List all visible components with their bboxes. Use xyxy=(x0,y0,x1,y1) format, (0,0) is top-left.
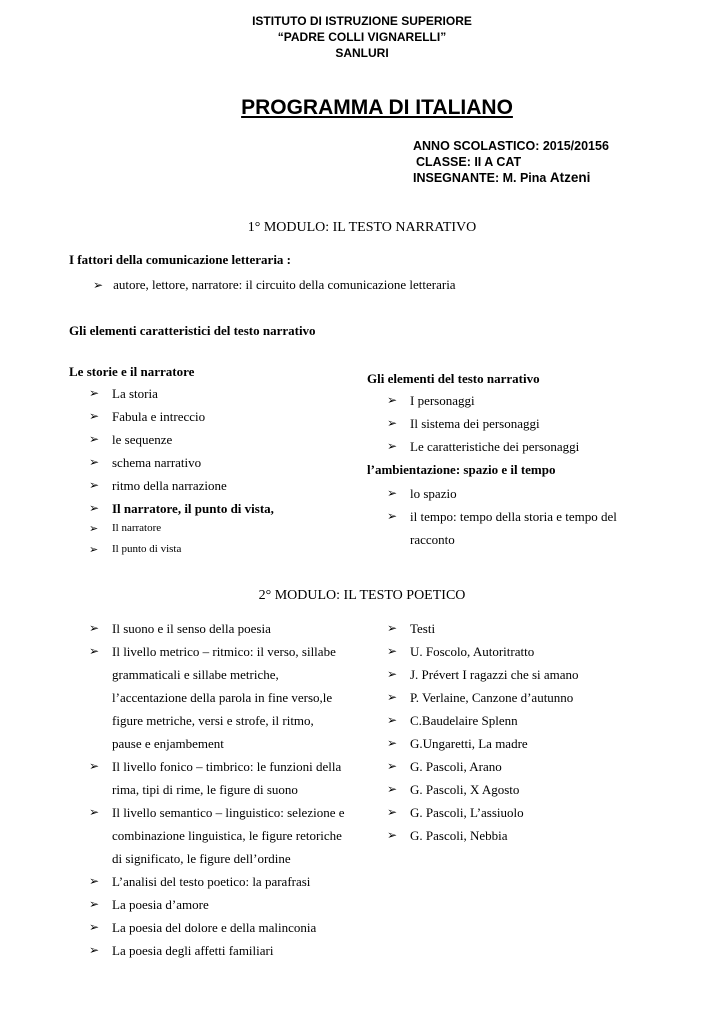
document-title: PROGRAMMA DI ITALIANO xyxy=(241,96,513,119)
bullet-arrow-icon: ➢ xyxy=(89,644,100,658)
bullet-arrow-icon: ➢ xyxy=(387,736,398,750)
anno-scolastico: ANNO SCOLASTICO: 2015/20156 xyxy=(413,139,609,153)
school-name-line1: ISTITUTO DI ISTRUZIONE SUPERIORE xyxy=(252,14,472,28)
bullet-arrow-icon: ➢ xyxy=(387,713,398,727)
storie-list xyxy=(89,386,349,564)
elementi-caratteristici-heading: Gli elementi caratteristici del testo narrativo xyxy=(69,323,316,338)
list-item: ➢ J. Prévert I ragazzi che si amano xyxy=(387,667,579,682)
list-item-continuation: combinazione linguistica, le figure retoriche xyxy=(112,828,342,843)
poetico-topics-list xyxy=(89,621,369,966)
list-item-bold: ➢ Il narratore, il punto di vista, xyxy=(89,501,274,516)
bullet-arrow-icon: ➢ xyxy=(387,782,398,796)
bullet-arrow-icon: ➢ xyxy=(89,432,100,446)
bullet-arrow-icon: ➢ xyxy=(387,828,398,842)
list-item-continuation: racconto xyxy=(410,532,455,547)
bullet-arrow-icon: ➢ xyxy=(89,943,100,957)
list-item: ➢ il tempo: tempo della storia e tempo del xyxy=(387,509,617,524)
bullet-arrow-icon: ➢ xyxy=(89,544,99,556)
list-item: ➢ G. Pascoli, Nebbia xyxy=(387,828,508,843)
list-item: ➢ Il livello metrico – ritmico: il verso, sillabe xyxy=(89,644,336,659)
poetico-texts-list xyxy=(387,621,687,851)
fattori-heading: I fattori della comunicazione letteraria : xyxy=(69,252,292,267)
list-item: ➢ lo spazio xyxy=(387,486,457,501)
bullet-arrow-icon: ➢ xyxy=(387,759,398,773)
bullet-arrow-icon: ➢ xyxy=(387,690,398,704)
bullet-arrow-icon: ➢ xyxy=(89,455,100,469)
elementi-testo-narrativo-heading: Gli elementi del testo narrativo xyxy=(367,371,540,386)
list-item-small: ➢ Il punto di vista xyxy=(89,543,182,556)
list-item: ➢ U. Foscolo, Autoritratto xyxy=(387,644,535,659)
list-item-continuation: grammaticali e sillabe metriche, xyxy=(112,667,279,682)
fattori-item-text: autore, lettore, narratore: il circuito della comunicazione letteraria xyxy=(113,277,456,292)
bullet-arrow-icon: ➢ xyxy=(387,667,398,681)
bullet-arrow-icon: ➢ xyxy=(89,759,100,773)
list-item: ➢ schema narrativo xyxy=(89,455,202,470)
list-item: ➢ Il suono e il senso della poesia xyxy=(89,621,271,636)
list-item: ➢ G.Ungaretti, La madre xyxy=(387,736,528,751)
classe: CLASSE: II A CAT xyxy=(416,155,522,169)
bullet-arrow-icon: ➢ xyxy=(93,278,104,292)
list-item: ➢ P. Verlaine, Canzone d’autunno xyxy=(387,690,574,705)
insegnante-label: INSEGNANTE: M. Pina xyxy=(413,171,547,185)
list-item-continuation: rima, tipi di rime, le figure di suono xyxy=(112,782,298,797)
list-item: ➢ I personaggi xyxy=(387,393,475,408)
list-item-continuation: pause e enjambement xyxy=(112,736,224,751)
bullet-arrow-icon: ➢ xyxy=(89,478,100,492)
bullet-arrow-icon: ➢ xyxy=(89,409,100,423)
list-item-continuation: figure metriche, versi e strofe, il ritmo, xyxy=(112,713,314,728)
bullet-arrow-icon: ➢ xyxy=(89,805,100,819)
list-item: ➢ Il sistema dei personaggi xyxy=(387,416,540,431)
bullet-arrow-icon: ➢ xyxy=(89,501,100,515)
list-item: ➢ La storia xyxy=(89,386,158,401)
bullet-arrow-icon: ➢ xyxy=(387,621,398,635)
list-item: ➢ G. Pascoli, X Agosto xyxy=(387,782,520,797)
insegnante-surname: Atzeni xyxy=(549,170,591,185)
list-item: ➢ Testi xyxy=(387,621,436,636)
fattori-list-item xyxy=(93,276,456,294)
storie-narratore-heading: Le storie e il narratore xyxy=(69,364,195,379)
school-name-line2: “PADRE COLLI VIGNARELLI” xyxy=(277,30,447,44)
list-item: ➢ Le caratteristiche dei personaggi xyxy=(387,439,580,454)
list-item-small: ➢ Il narratore xyxy=(89,522,162,535)
list-item: ➢ le sequenze xyxy=(89,432,173,447)
list-item: ➢ Il livello fonico – timbrico: le funzioni della xyxy=(89,759,342,774)
bullet-arrow-icon: ➢ xyxy=(387,416,398,430)
list-item: ➢ L’analisi del testo poetico: la parafrasi xyxy=(89,874,311,889)
list-item-continuation: di significato, le figure dell’ordine xyxy=(112,851,291,866)
module2-heading: 2° MODULO: IL TESTO POETICO xyxy=(258,588,466,603)
list-item: ➢ La poesia del dolore e della malinconia xyxy=(89,920,317,935)
bullet-arrow-icon: ➢ xyxy=(89,621,100,635)
bullet-arrow-icon: ➢ xyxy=(89,897,100,911)
bullet-arrow-icon: ➢ xyxy=(89,523,99,535)
bullet-arrow-icon: ➢ xyxy=(387,486,398,500)
bullet-arrow-icon: ➢ xyxy=(89,920,100,934)
school-city: SANLURI xyxy=(335,46,389,60)
list-item: ➢ La poesia degli affetti familiari xyxy=(89,943,274,958)
personaggi-list xyxy=(387,393,687,462)
module1-heading: 1° MODULO: IL TESTO NARRATIVO xyxy=(247,220,477,235)
list-item: ➢ G. Pascoli, L’assiuolo xyxy=(387,805,524,820)
insegnante xyxy=(413,170,590,186)
bullet-arrow-icon: ➢ xyxy=(387,805,398,819)
list-item: ➢ C.Baudelaire Splenn xyxy=(387,713,518,728)
bullet-arrow-icon: ➢ xyxy=(89,386,100,400)
ambientazione-heading: l’ambientazione: spazio e il tempo xyxy=(367,462,556,477)
list-item-continuation: l’accentazione della parola in fine verso,le xyxy=(112,690,333,705)
bullet-arrow-icon: ➢ xyxy=(387,393,398,407)
list-item: ➢ ritmo della narrazione xyxy=(89,478,227,493)
bullet-arrow-icon: ➢ xyxy=(387,509,398,523)
list-item: ➢ Il livello semantico – linguistico: selezione e xyxy=(89,805,345,820)
bullet-arrow-icon: ➢ xyxy=(387,644,398,658)
bullet-arrow-icon: ➢ xyxy=(89,874,100,888)
ambientazione-list xyxy=(387,486,687,555)
list-item: ➢ G. Pascoli, Arano xyxy=(387,759,502,774)
list-item: ➢ Fabula e intreccio xyxy=(89,409,206,424)
list-item: ➢ La poesia d’amore xyxy=(89,897,209,912)
bullet-arrow-icon: ➢ xyxy=(387,439,398,453)
